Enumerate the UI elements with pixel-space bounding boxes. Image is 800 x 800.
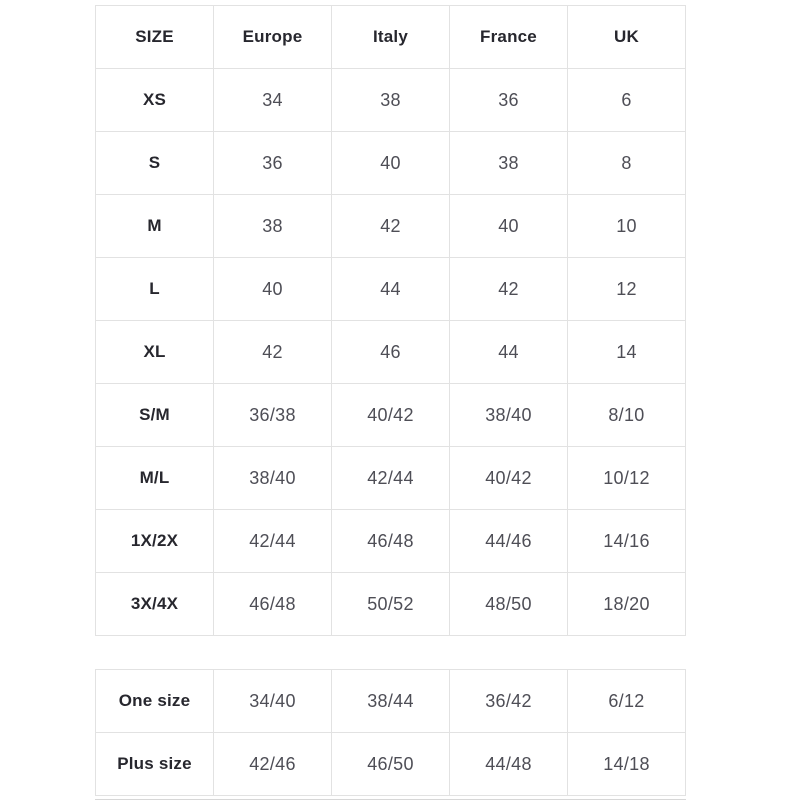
size-value-cell: 46/48 bbox=[332, 510, 450, 573]
size-value-cell: 36 bbox=[214, 132, 332, 195]
column-header: SIZE bbox=[96, 6, 214, 69]
size-value-cell: 46/48 bbox=[214, 573, 332, 636]
column-header: France bbox=[450, 6, 568, 69]
table-row bbox=[96, 258, 686, 321]
size-value-cell: 38/40 bbox=[450, 384, 568, 447]
size-value-cell: 34/40 bbox=[214, 670, 332, 733]
table-row bbox=[96, 384, 686, 447]
size-value-cell: 38 bbox=[332, 69, 450, 132]
size-row-label: S/M bbox=[96, 384, 214, 447]
size-row-label: M bbox=[96, 195, 214, 258]
size-value-cell: 40 bbox=[214, 258, 332, 321]
size-value-cell: 44/46 bbox=[450, 510, 568, 573]
size-value-cell: 8/10 bbox=[568, 384, 686, 447]
size-value-cell: 44/48 bbox=[450, 733, 568, 796]
size-value-cell: 36/42 bbox=[450, 670, 568, 733]
size-value-cell: 42/46 bbox=[214, 733, 332, 796]
size-value-cell: 42/44 bbox=[214, 510, 332, 573]
table-row bbox=[96, 321, 686, 384]
size-value-cell: 10/12 bbox=[568, 447, 686, 510]
size-value-cell: 40 bbox=[332, 132, 450, 195]
size-value-cell: 44 bbox=[332, 258, 450, 321]
size-row-label: XS bbox=[96, 69, 214, 132]
size-row-label: S bbox=[96, 132, 214, 195]
table-row bbox=[96, 573, 686, 636]
header-row bbox=[96, 6, 686, 69]
size-table-header bbox=[96, 6, 686, 69]
column-header: Europe bbox=[214, 6, 332, 69]
size-value-cell: 6/12 bbox=[568, 670, 686, 733]
tables-gap bbox=[95, 636, 686, 669]
size-value-cell: 42 bbox=[332, 195, 450, 258]
table-row bbox=[96, 195, 686, 258]
size-value-cell: 48/50 bbox=[450, 573, 568, 636]
size-value-cell: 10 bbox=[568, 195, 686, 258]
size-value-cell: 40/42 bbox=[450, 447, 568, 510]
size-row-label: M/L bbox=[96, 447, 214, 510]
size-value-cell: 42 bbox=[450, 258, 568, 321]
table-row bbox=[96, 447, 686, 510]
size-value-cell: 18/20 bbox=[568, 573, 686, 636]
size-row-label: One size bbox=[96, 670, 214, 733]
size-table-body bbox=[96, 69, 686, 636]
size-value-cell: 40 bbox=[450, 195, 568, 258]
size-value-cell: 36 bbox=[450, 69, 568, 132]
size-value-cell: 38 bbox=[214, 195, 332, 258]
size-row-label: 3X/4X bbox=[96, 573, 214, 636]
size-conversion-table-main bbox=[95, 5, 686, 636]
size-value-cell: 38 bbox=[450, 132, 568, 195]
size-row-label: L bbox=[96, 258, 214, 321]
size-value-cell: 50/52 bbox=[332, 573, 450, 636]
size-value-cell: 42/44 bbox=[332, 447, 450, 510]
size-value-cell: 34 bbox=[214, 69, 332, 132]
size-tables-container bbox=[95, 5, 686, 800]
size-value-cell: 46 bbox=[332, 321, 450, 384]
size-value-cell: 8 bbox=[568, 132, 686, 195]
special-sizes-table-body bbox=[96, 670, 686, 796]
table-row bbox=[96, 733, 686, 796]
size-value-cell: 46/50 bbox=[332, 733, 450, 796]
size-value-cell: 14/18 bbox=[568, 733, 686, 796]
size-row-label: 1X/2X bbox=[96, 510, 214, 573]
size-value-cell: 36/38 bbox=[214, 384, 332, 447]
column-header: UK bbox=[568, 6, 686, 69]
size-conversion-table-special bbox=[95, 669, 686, 796]
table-row bbox=[96, 132, 686, 195]
size-value-cell: 14/16 bbox=[568, 510, 686, 573]
table-row bbox=[96, 69, 686, 132]
table-row bbox=[96, 510, 686, 573]
size-value-cell: 44 bbox=[450, 321, 568, 384]
size-row-label: XL bbox=[96, 321, 214, 384]
size-value-cell: 14 bbox=[568, 321, 686, 384]
size-value-cell: 38/44 bbox=[332, 670, 450, 733]
table-row bbox=[96, 670, 686, 733]
size-value-cell: 12 bbox=[568, 258, 686, 321]
size-row-label: Plus size bbox=[96, 733, 214, 796]
size-value-cell: 38/40 bbox=[214, 447, 332, 510]
column-header: Italy bbox=[332, 6, 450, 69]
size-value-cell: 40/42 bbox=[332, 384, 450, 447]
size-value-cell: 6 bbox=[568, 69, 686, 132]
size-value-cell: 42 bbox=[214, 321, 332, 384]
